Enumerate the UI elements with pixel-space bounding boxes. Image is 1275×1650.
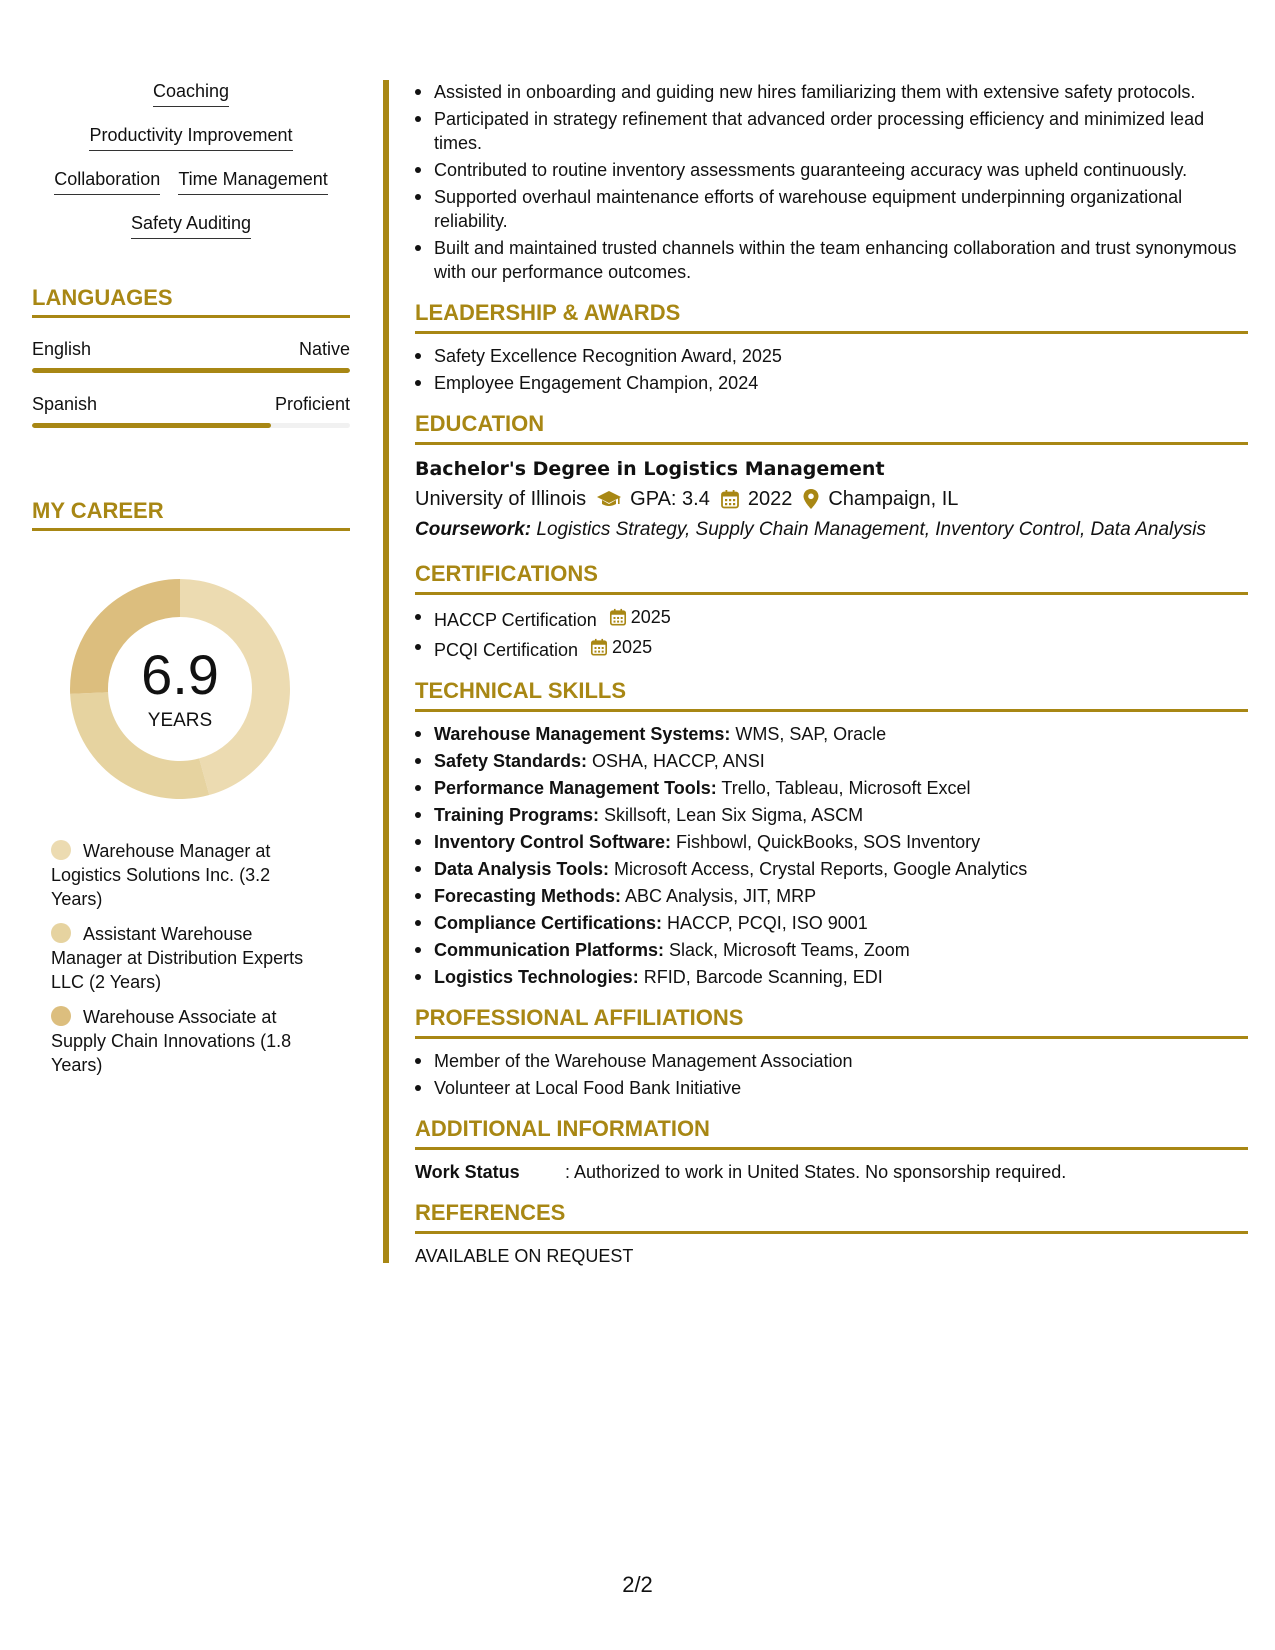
affiliations-heading: PROFESSIONAL AFFILIATIONS — [415, 1005, 1248, 1039]
certifications-heading: CERTIFICATIONS — [415, 561, 1248, 595]
coursework-list: Logistics Strategy, Supply Chain Management, Inventory Control, Data Analysis — [536, 519, 1206, 540]
language-level: Native — [298, 339, 350, 359]
technical-skills-heading: TECHNICAL SKILLS — [415, 678, 1248, 712]
legend-dot-icon — [51, 1006, 71, 1026]
certification-name: PCQI Certification — [434, 640, 579, 660]
career-legend-item — [51, 922, 321, 994]
technical-skill-label: Warehouse Management Systems: — [434, 724, 731, 744]
career-donut-chart — [66, 575, 294, 803]
skill-tag: Productivity Improvement — [89, 124, 292, 151]
technical-skill-label: Safety Standards: — [434, 751, 588, 771]
coursework-label: Coursework: — [415, 519, 532, 540]
education-heading: EDUCATION — [415, 411, 1248, 445]
technical-skill-value: RFID, Barcode Scanning, EDI — [638, 967, 883, 987]
language-name: English — [32, 339, 92, 359]
education-section — [415, 411, 1248, 545]
technical-skills-section — [415, 678, 1248, 989]
experience-bullet: Participated in strategy refinement that advanced order processing efficiency and minimized lead times. — [415, 107, 1248, 155]
technical-skill-item — [415, 749, 1248, 773]
language-level: Proficient — [274, 394, 350, 414]
legend-dot-icon — [51, 840, 71, 860]
career-legend-label: Assistant Warehouse Manager at Distribution Experts LLC (2 Years) — [51, 924, 304, 992]
certification-item — [415, 605, 1248, 632]
technical-skill-value: Slack, Microsoft Teams, Zoom — [664, 940, 910, 960]
references-heading: REFERENCES — [415, 1200, 1248, 1234]
column-divider — [383, 80, 389, 1263]
technical-skill-label: Communication Platforms: — [434, 940, 665, 960]
technical-skill-value: OSHA, HACCP, ANSI — [587, 751, 765, 771]
affiliation-item: Member of the Warehouse Management Association — [415, 1049, 1248, 1073]
language-item — [32, 393, 350, 428]
technical-skill-label: Logistics Technologies: — [434, 967, 639, 987]
career-heading: MY CAREER — [32, 498, 350, 531]
page-number: 2/2 — [622, 1572, 653, 1597]
skill-row — [32, 124, 350, 151]
technical-skill-value: Skillsoft, Lean Six Sigma, ASCM — [599, 805, 864, 825]
education-degree: Bachelor's Degree in Logistics Management — [415, 458, 885, 480]
work-status-label: Work Status — [415, 1162, 520, 1182]
education-gpa: GPA: 3.4 — [630, 488, 710, 510]
language-bar-fill — [32, 423, 271, 428]
technical-skill-label: Performance Management Tools: — [434, 778, 717, 798]
right-column — [415, 80, 1248, 1268]
awards-section — [415, 300, 1248, 395]
technical-skill-value: ABC Analysis, JIT, MRP — [621, 886, 817, 906]
graduation-cap-icon — [596, 489, 622, 509]
technical-skill-item — [415, 776, 1248, 800]
career-legend-label: Warehouse Manager at Logistics Solutions Inc. (3.2 Years) — [51, 841, 271, 909]
career-legend-item — [51, 1005, 321, 1077]
technical-skill-item — [415, 803, 1248, 827]
skill-tag: Safety Auditing — [131, 212, 251, 239]
technical-skill-value: WMS, SAP, Oracle — [730, 724, 887, 744]
references-section — [415, 1200, 1248, 1268]
certification-item — [415, 635, 1248, 662]
references-text: AVAILABLE ON REQUEST — [415, 1246, 634, 1266]
technical-skill-label: Data Analysis Tools: — [434, 859, 610, 879]
calendar-icon — [590, 638, 608, 656]
education-meta — [415, 483, 1248, 515]
left-column — [32, 80, 350, 1088]
award-item: Safety Excellence Recognition Award, 2025 — [415, 344, 1248, 368]
skill-tag: Time Management — [178, 168, 327, 195]
experience-bullets — [415, 80, 1248, 284]
certifications-section — [415, 561, 1248, 662]
career-total-unit: YEARS — [147, 710, 213, 731]
language-bar-fill — [32, 368, 350, 373]
work-status-value: : Authorized to work in United States. No sponsorship required. — [565, 1162, 1067, 1182]
technical-skill-label: Inventory Control Software: — [434, 832, 672, 852]
education-year: 2022 — [747, 488, 793, 510]
legend-dot-icon — [51, 923, 71, 943]
languages-heading: LANGUAGES — [32, 285, 350, 318]
career-legend-item — [51, 839, 321, 911]
technical-skill-label: Forecasting Methods: — [434, 886, 622, 906]
awards-heading: LEADERSHIP & AWARDS — [415, 300, 1248, 334]
technical-skill-item — [415, 938, 1248, 962]
skill-row — [32, 212, 350, 239]
work-status-row — [415, 1160, 1248, 1184]
map-pin-icon — [802, 488, 820, 510]
education-school: University of Illinois — [415, 488, 587, 510]
certification-year: 2025 — [612, 637, 653, 657]
technical-skill-item — [415, 965, 1248, 989]
additional-info-section — [415, 1116, 1248, 1184]
technical-skill-value: Trello, Tableau, Microsoft Excel — [716, 778, 971, 798]
experience-bullet: Assisted in onboarding and guiding new hires familiarizing them with extensive safety protocols. — [415, 80, 1248, 104]
technical-skill-label: Compliance Certifications: — [434, 913, 663, 933]
education-location: Champaign, IL — [828, 488, 959, 510]
affiliation-item: Volunteer at Local Food Bank Initiative — [415, 1076, 1248, 1100]
technical-skill-item — [415, 911, 1248, 935]
skill-tags — [32, 80, 350, 239]
award-item: Employee Engagement Champion, 2024 — [415, 371, 1248, 395]
technical-skill-item — [415, 857, 1248, 881]
experience-bullet: Contributed to routine inventory assessments guaranteeing accuracy was upheld continuously. — [415, 158, 1248, 182]
career-legend — [51, 839, 321, 1077]
language-item — [32, 338, 350, 373]
career-total-years: 6.9 — [141, 643, 219, 706]
career-legend-label: Warehouse Associate at Supply Chain Innovations (1.8 Years) — [51, 1007, 292, 1075]
skill-tag: Coaching — [153, 80, 229, 107]
technical-skill-value: Fishbowl, QuickBooks, SOS Inventory — [671, 832, 981, 852]
skill-row — [32, 80, 350, 107]
skill-row — [32, 168, 350, 195]
technical-skill-item — [415, 884, 1248, 908]
experience-bullet: Built and maintained trusted channels within the team enhancing collaboration and trust synonymous with our performance outcomes. — [415, 236, 1248, 284]
career-donut-slice — [70, 692, 209, 799]
language-bar — [32, 368, 350, 373]
skill-tag: Collaboration — [54, 168, 160, 195]
technical-skill-value: Microsoft Access, Crystal Reports, Google Analytics — [609, 859, 1028, 879]
experience-bullet: Supported overhaul maintenance efforts of warehouse equipment underpinning organizational reliability. — [415, 185, 1248, 233]
technical-skill-item — [415, 722, 1248, 746]
calendar-icon — [720, 489, 740, 509]
language-name: Spanish — [32, 394, 98, 414]
technical-skill-value: HACCP, PCQI, ISO 9001 — [662, 913, 868, 933]
education-coursework — [415, 515, 1248, 545]
affiliations-section — [415, 1005, 1248, 1100]
certification-year: 2025 — [630, 607, 671, 627]
language-bar — [32, 423, 350, 428]
calendar-icon — [609, 608, 627, 626]
certification-name: HACCP Certification — [434, 610, 597, 630]
technical-skill-item — [415, 830, 1248, 854]
additional-info-heading: ADDITIONAL INFORMATION — [415, 1116, 1248, 1150]
technical-skill-label: Training Programs: — [434, 805, 600, 825]
